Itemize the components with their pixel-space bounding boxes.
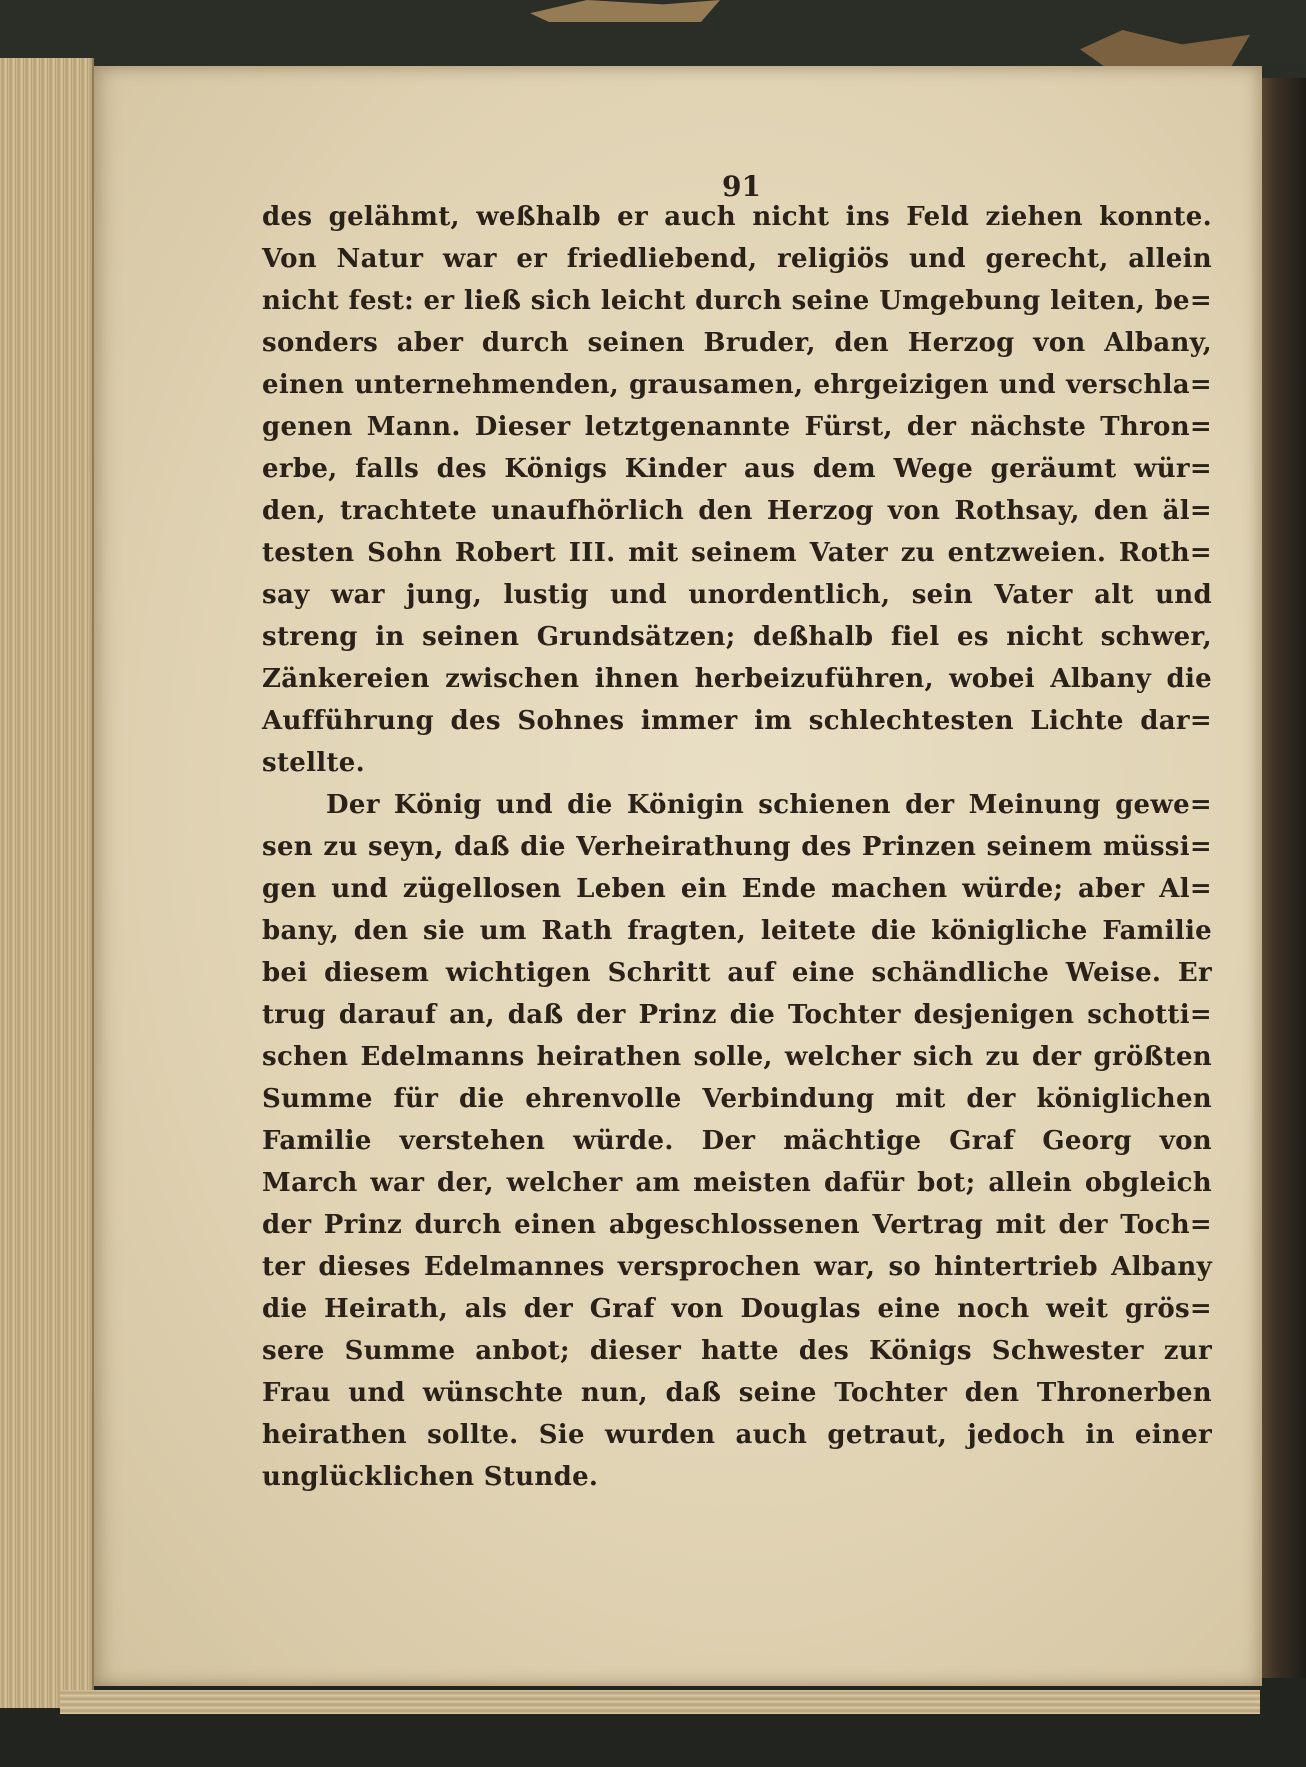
text-line: den, trachtete unaufhörlich den Herzog von Rothsay, den äl= [262, 496, 1212, 526]
text-line: der Prinz durch einen abgeschlossenen Vertrag mit der Toch= [262, 1210, 1212, 1240]
text-line: Frau und wünschte nun, daß seine Tochter den Thronerben [262, 1378, 1212, 1408]
text-line: streng in seinen Grundsätzen; deßhalb fiel es nicht schwer, [262, 622, 1212, 652]
text-line: Zänkereien zwischen ihnen herbeizuführen, wobei Albany die [262, 664, 1212, 694]
paper-tear-top [530, 0, 720, 22]
text-line: genen Mann. Dieser letztgenannte Fürst, der nächste Thron= [262, 412, 1212, 442]
text-line: einen unternehmenden, grausamen, ehrgeizigen und verschla= [262, 370, 1212, 400]
text-line: des gelähmt, weßhalb er auch nicht ins Feld ziehen konnte. [262, 202, 1212, 232]
text-line: schen Edelmanns heirathen solle, welcher sich zu der größten [262, 1042, 1212, 1072]
text-line: sonders aber durch seinen Bruder, den Herzog von Albany, [262, 328, 1212, 358]
text-line: testen Sohn Robert III. mit seinem Vater zu entzweien. Roth= [262, 538, 1212, 568]
text-line: Von Natur war er friedliebend, religiös und gerecht, allein [262, 244, 1212, 274]
book-binding [1258, 78, 1306, 1678]
text-line: stellte. [262, 748, 365, 778]
stacked-page-edges-bottom [60, 1690, 1260, 1714]
text-line: Summe für die ehrenvolle Verbindung mit der königlichen [262, 1084, 1212, 1114]
text-line: nicht fest: er ließ sich leicht durch seine Umgebung leiten, be= [262, 286, 1212, 316]
paragraph-start-line: Der König und die Königin schienen der Meinung gewe= [326, 790, 1212, 820]
text-line: trug darauf an, daß der Prinz die Tochter desjenigen schotti= [262, 1000, 1212, 1030]
text-line: die Heirath, als der Graf von Douglas eine noch weit grös= [262, 1294, 1212, 1324]
text-line: heirathen sollte. Sie wurden auch getraut, jedoch in einer [262, 1420, 1212, 1450]
text-line: gen und zügellosen Leben ein Ende machen würde; aber Al= [262, 874, 1212, 904]
text-line: Familie verstehen würde. Der mächtige Graf Georg von [262, 1126, 1212, 1156]
text-line: ter dieses Edelmannes versprochen war, so hintertrieb Albany [262, 1252, 1212, 1282]
text-line: sen zu seyn, daß die Verheirathung des Prinzen seinem müssi= [262, 832, 1212, 862]
text-line: Aufführung des Sohnes immer im schlechtesten Lichte dar= [262, 706, 1212, 736]
text-line: bany, den sie um Rath fragten, leitete die königliche Familie [262, 916, 1212, 946]
stacked-page-edges [0, 58, 94, 1708]
text-line: say war jung, lustig und unordentlich, sein Vater alt und [262, 580, 1212, 610]
text-line: March war der, welcher am meisten dafür bot; allein obgleich [262, 1168, 1212, 1198]
text-line: bei diesem wichtigen Schritt auf eine schändliche Weise. Er [262, 958, 1212, 988]
text-line: erbe, falls des Königs Kinder aus dem Wege geräumt wür= [262, 454, 1212, 484]
page-number: 91 [722, 170, 761, 203]
text-line: unglücklichen Stunde. [262, 1462, 599, 1492]
text-line: sere Summe anbot; dieser hatte des Königs Schwester zur [262, 1336, 1212, 1366]
